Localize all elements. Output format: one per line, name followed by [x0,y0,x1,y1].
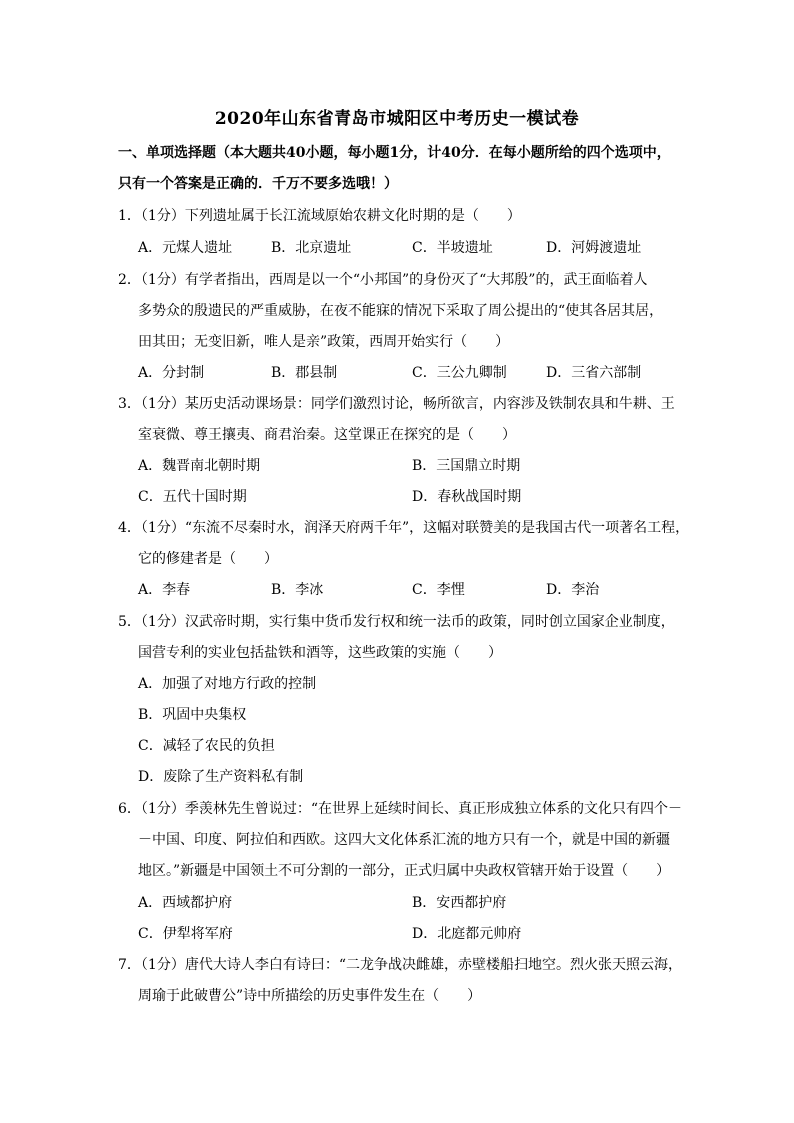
question-2-text-line-2: 多势众的殷遗民的严重威胁，在夜不能寐的情况下采取了周公提出的“使其各居其居， [138,303,664,319]
question-4-option-b: B．李冰 [271,582,324,598]
question-6-option-a: A．西域都护府 [138,895,233,911]
question-4-text-line-2: 它的修建者是（ ） [138,551,278,567]
question-5-option-a: A．加强了对地方行政的控制 [138,676,317,692]
question-2-text-line-3: 田其田；无变旧新，唯人是亲”政策，西周开始实行（ ） [138,334,510,350]
question-7-text-line-1: 7．（1分）唐代大诗人李白有诗曰：“二龙争战决雌雄，赤壁楼船扫地空。烈火张天照云海， [118,957,682,973]
question-1-option-d: D．河姆渡遗址 [546,240,642,256]
question-4-option-a: A．李春 [138,582,191,598]
page-title: 2020年山东省青岛市城阳区中考历史一模试卷 [214,109,580,129]
question-2-option-c: C．三公九卿制 [412,365,507,381]
question-3-option-b: B．三国鼎立时期 [412,458,521,474]
question-5-option-d: D．废除了生产资料私有制 [138,769,304,785]
question-6-text-line-2: －中国、印度、阿拉伯和西欧。这四大文化体系汇流的地方只有一个，就是中国的新疆 [138,832,670,848]
question-4-text-line-1: 4．（1分）“东流不尽秦时水，润泽天府两千年”，这幅对联赞美的是我国古代一项著名工程， [118,520,690,536]
question-5-text-line-2: 国营专利的实业包括盐铁和酒等，这些政策的实施（ ） [138,645,502,661]
question-2-text-line-1: 2．（1分）有学者指出，西周是以一个“小邦国”的身份灭了“大邦殷”的，武王面临着人 [118,272,648,288]
question-5-option-c: C．减轻了农民的负担 [138,738,275,754]
question-1-option-b: B．北京遗址 [271,240,352,256]
question-3-option-a: A．魏晋南北朝时期 [138,458,261,474]
question-7-text-line-2: 周瑜于此破曹公”诗中所描绘的历史事件发生在（ ） [138,988,482,1004]
question-3-text-line-1: 3．（1分）某历史活动课场景：同学们激烈讨论，畅所欲言，内容涉及铁制农具和牛耕、王 [118,396,675,412]
section-heading-line-2: 只有一个答案是正确的．千万不要多选哦！） [118,176,398,192]
question-1-option-c: C．半坡遗址 [412,240,493,256]
question-6-option-d: D．北庭都元帅府 [412,926,522,942]
question-2-option-a: A．分封制 [138,365,205,381]
question-3-option-d: D．春秋战国时期 [412,489,522,505]
question-6-text-line-3: 地区。”新疆是中国领土不可分割的一部分，正式归属中央政权管辖开始于设置（ ） [138,863,671,879]
question-5-option-b: B．巩固中央集权 [138,707,247,723]
question-4-option-d: D．李治 [546,582,600,598]
question-2-option-b: B．郡县制 [271,365,338,381]
question-3-text-line-2: 室衰微、尊王攘夷、商君治秦。这堂课正在探究的是（ ） [138,427,516,443]
question-4-option-c: C．李悝 [412,582,465,598]
question-5-text-line-1: 5．（1分）汉武帝时期，实行集中货币发行权和统一法币的政策，同时创立国家企业制度， [118,614,675,630]
question-1-option-a: A．元煤人遗址 [138,240,233,256]
question-6-option-b: B．安西都护府 [412,895,507,911]
question-1-text: 1．（1分）下列遗址属于长江流域原始农耕文化时期的是（ ） [118,208,521,224]
question-6-text-line-1: 6．（1分）季羡林先生曾说过：“在世界上延续时间长、真正形成独立体系的文化只有四个－ [118,801,682,817]
question-3-option-c: C．五代十国时期 [138,489,247,505]
section-heading [118,138,678,200]
section-heading-line-1: 一、单项选择题（本大题共40小题，每小题1分，计40分．在每小题所给的四个选项中， [118,145,671,161]
question-6-option-c: C．伊犁将军府 [138,926,233,942]
question-2-option-d: D．三省六部制 [546,365,642,381]
